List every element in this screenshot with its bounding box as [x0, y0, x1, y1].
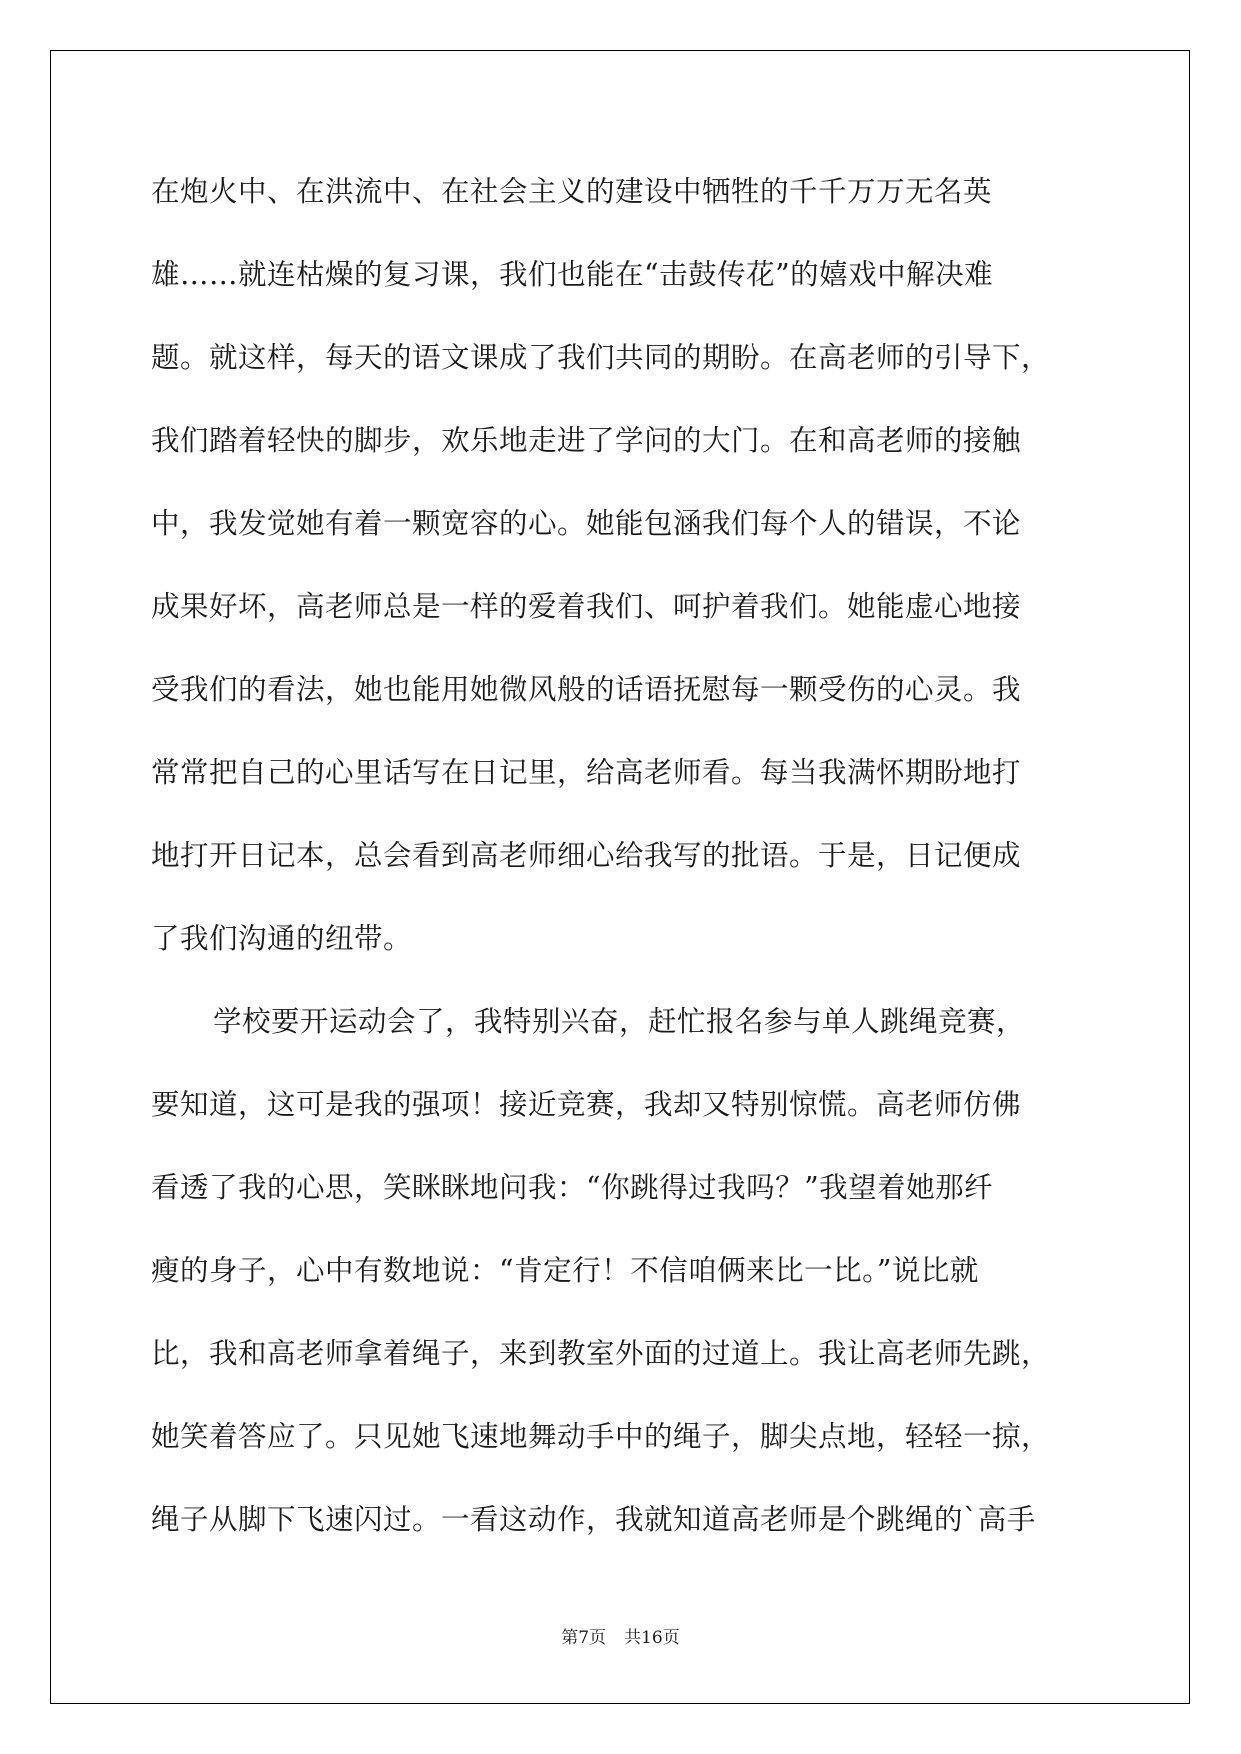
text-line: 题。就这样，每天的语文课成了我们共同的期盼。在高老师的引导下，: [151, 341, 1051, 374]
total-pages: 共16页: [624, 1628, 680, 1648]
page-footer: [0, 1623, 1241, 1653]
text-line: 我们踏着轻快的脚步，欢乐地走进了学问的大门。在和高老师的接触: [151, 424, 1022, 457]
text-line: 比，我和高老师拿着绳子，来到教室外面的过道上。我让高老师先跳，: [151, 1337, 1051, 1370]
text-line: 瘦的身子，心中有数地说：“肯定行！不信咱俩来比一比。”说比就: [151, 1254, 979, 1287]
text-line: 中，我发觉她有着一颗宽容的心。她能包涵我们每个人的错误，不论: [151, 507, 1022, 540]
text-line: 雄……就连枯燥的复习课，我们也能在“击鼓传花”的嬉戏中解决难: [151, 258, 994, 291]
page-number: 第7页: [561, 1628, 607, 1648]
text-line: 绳子从脚下飞速闪过。一看这动作，我就知道高老师是个跳绳的`高手: [151, 1503, 1036, 1536]
text-line: 要知道，这可是我的强项！接近竞赛，我却又特别惊慌。高老师仿佛: [151, 1088, 1022, 1121]
text-line: 受我们的看法，她也能用她微风般的话语抚慰每一颗受伤的心灵。我: [151, 673, 1022, 706]
text-line: 了我们沟通的纽带。: [151, 922, 413, 955]
paragraph-start-line: 学校要开运动会了，我特别兴奋，赶忙报名参与单人跳绳竞赛，: [213, 1005, 1026, 1038]
text-line: 在炮火中、在洪流中、在社会主义的建设中牺牲的千千万万无名英: [151, 175, 993, 208]
document-body: [151, 150, 1091, 1561]
text-line: 看透了我的心思，笑眯眯地问我：“你跳得过我吗？”我望着她那纤: [151, 1171, 994, 1204]
text-line: 地打开日记本，总会看到高老师细心给我写的批语。于是，日记便成: [151, 839, 1022, 872]
text-line: 成果好坏，高老师总是一样的爱着我们、呵护着我们。她能虚心地接: [151, 590, 1022, 623]
text-line: 她笑着答应了。只见她飞速地舞动手中的绳子，脚尖点地，轻轻一掠，: [151, 1420, 1051, 1453]
text-line: 常常把自己的心里话写在日记里，给高老师看。每当我满怀期盼地打: [151, 756, 1022, 789]
